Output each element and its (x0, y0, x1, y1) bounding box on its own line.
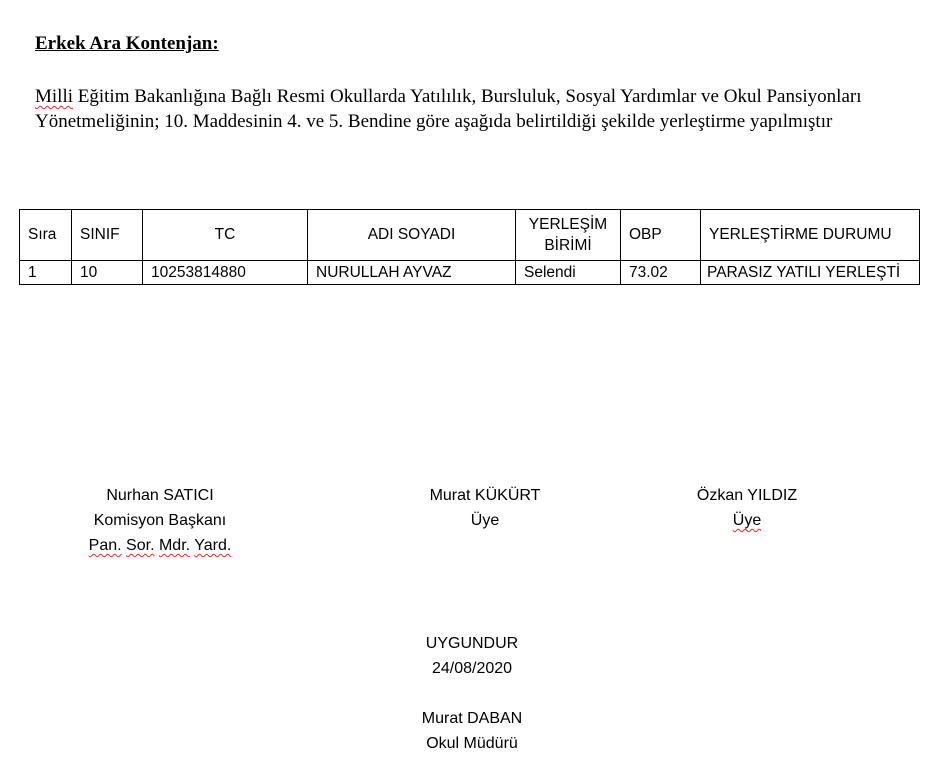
approval-date: 24/08/2020 (431, 660, 513, 677)
header-sinif: SINIF (72, 210, 143, 261)
placement-table (19, 209, 920, 285)
approval-name: Murat DABAN (421, 710, 523, 727)
approval-block (372, 631, 572, 756)
signature-right-role-wrap (652, 508, 842, 533)
paragraph-text: Eğitim Bakanlığına Bağlı Resmi Okullarda Yatılılık, Bursluluk, Sosyal Yardımlar ve Okul Pansiyonları Yönetmeliğinin; 10. Maddesinin 4. ve 5. Bendine göre aşağıda belirtildiği şekilde yerleştirme yapılmıştır (35, 86, 862, 132)
header-yerlesim-line2: BİRİMİ (544, 237, 592, 254)
signature-middle-role: Üye (470, 512, 500, 529)
header-tc: TC (143, 210, 308, 261)
regulation-paragraph (35, 84, 915, 134)
signature-left-role: Komisyon Başkanı (93, 512, 227, 529)
paragraph-first-word: Milli (35, 86, 74, 107)
signature-right-name: Özkan YILDIZ (696, 487, 798, 504)
signature-right-role: Üye (732, 512, 762, 529)
title-word: Pan. (88, 537, 122, 554)
signature-middle (390, 483, 580, 533)
title-word: Mdr. (158, 537, 191, 554)
header-durum: YERLEŞTİRME DURUMU (701, 210, 920, 261)
title-word: Sor. (126, 537, 155, 554)
signature-left-name: Nurhan SATICI (106, 487, 214, 504)
approval-spacer (372, 681, 572, 706)
header-obp: OBP (621, 210, 701, 261)
header-adi-soyadi: ADI SOYADI (308, 210, 516, 261)
signature-right (652, 483, 842, 533)
table-header-row (20, 210, 920, 261)
cell-tc: 10253814880 (143, 261, 308, 285)
cell-obp: 73.02 (621, 261, 701, 285)
cell-sira: 1 (20, 261, 72, 285)
header-yerlesim-line1: YERLEŞİM (528, 216, 608, 233)
header-yerlesim-birimi (516, 210, 621, 261)
header-sira: Sıra (20, 210, 72, 261)
cell-durum: PARASIZ YATILI YERLEŞTİ (701, 261, 920, 285)
cell-sinif: 10 (72, 261, 143, 285)
section-heading: Erkek Ara Kontenjan: (35, 33, 219, 54)
signature-left-title (60, 533, 260, 558)
cell-yerlesim: Selendi (516, 261, 621, 285)
title-word: Yard. (194, 537, 232, 554)
signature-left (60, 483, 260, 558)
approval-role: Okul Müdürü (426, 735, 518, 752)
table-row (20, 261, 920, 285)
signature-middle-name: Murat KÜKÜRT (429, 487, 541, 504)
approval-status: UYGUNDUR (425, 635, 519, 652)
cell-adi-soyadi: NURULLAH AYVAZ (308, 261, 516, 285)
